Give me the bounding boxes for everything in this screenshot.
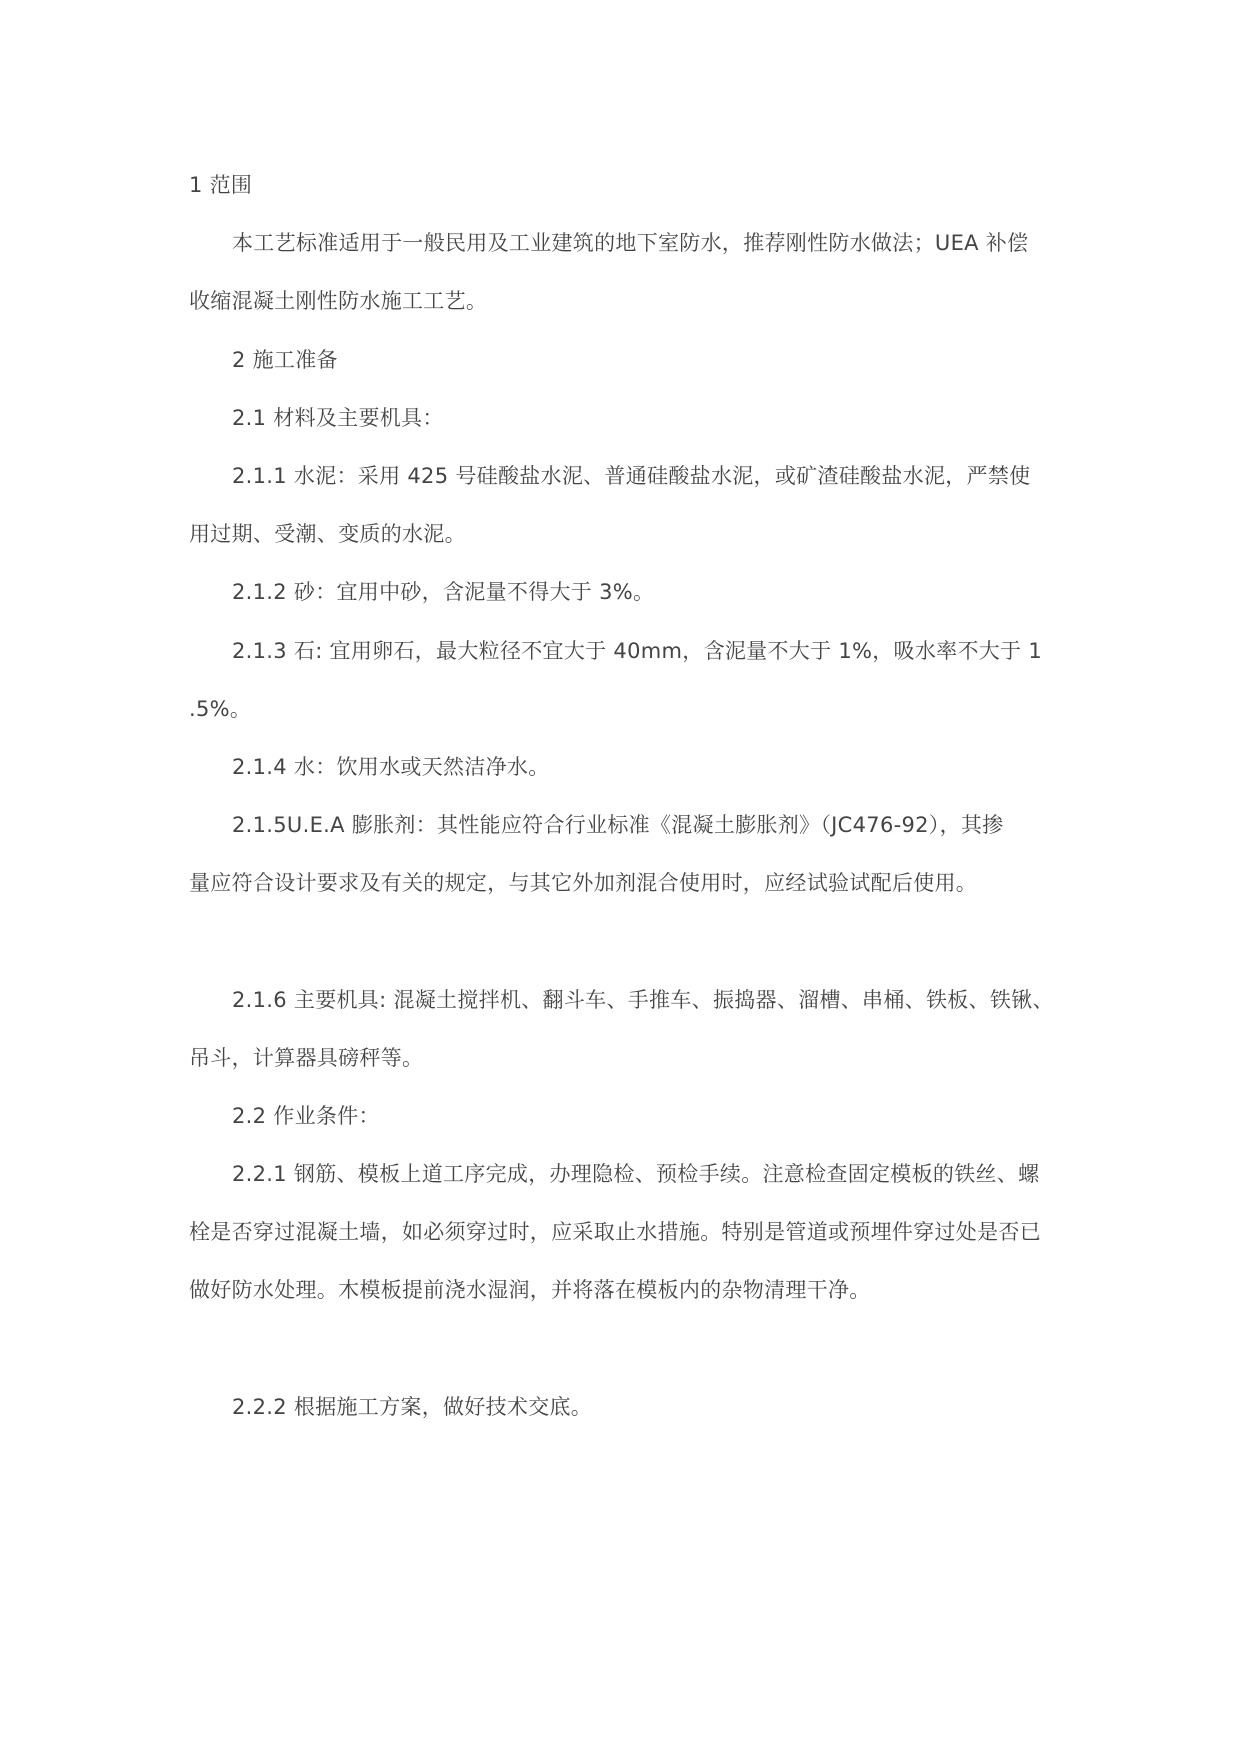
paragraph-line: 2.1.2 砂：宜用中砂，含泥量不得大于 3%。	[232, 580, 655, 604]
paragraph-line: 做好防水处理。木模板提前浇水湿润，并将落在模板内的杂物清理干净。	[189, 1278, 871, 1302]
paragraph-line: 栓是否穿过混凝土墙，如必须穿过时，应采取止水措施。特别是管道或预埋件穿过处是否已	[189, 1220, 1041, 1244]
paragraph-line: 2.1.1 水泥：采用 425 号硅酸盐水泥、普通硅酸盐水泥，或矿渣硅酸盐水泥，严禁使	[232, 464, 1031, 488]
subsection-heading: 2.1 材料及主要机具：	[232, 406, 444, 430]
subsection-heading: 2.2 作业条件：	[232, 1104, 380, 1128]
paragraph-line: 2.1.6 主要机具: 混凝土搅拌机、翻斗车、手推车、振捣器、溜槽、串桶、铁板、铁锹、	[232, 988, 1054, 1012]
section-heading-preparation: 2 施工准备	[232, 348, 338, 372]
paragraph-line: 2.1.5U.E.A 膨胀剂：其性能应符合行业标准《混凝土膨胀剂》（JC476-92），其掺	[232, 813, 1004, 837]
paragraph-line: 收缩混凝土刚性防水施工工艺。	[189, 289, 488, 313]
paragraph-line: 2.1.3 石: 宜用卵石，最大粒径不宜大于 40mm，含泥量不大于 1%，吸水率不大于 1	[232, 639, 1042, 663]
paragraph-line: 2.2.1 钢筋、模板上道工序完成，办理隐检、预检手续。注意检查固定模板的铁丝、螺	[232, 1162, 1040, 1186]
paragraph-line: .5%。	[189, 697, 252, 721]
paragraph-line: 2.1.4 水：饮用水或天然洁净水。	[232, 755, 550, 779]
paragraph-line: 量应符合设计要求及有关的规定，与其它外加剂混合使用时，应经试验试配后使用。	[189, 871, 978, 895]
paragraph-line: 用过期、受潮、变质的水泥。	[189, 522, 466, 546]
section-heading-scope: 1 范围	[189, 173, 253, 197]
paragraph-line: 吊斗，计算器具磅秤等。	[189, 1046, 424, 1070]
paragraph-line: 2.2.2 根据施工方案，做好技术交底。	[232, 1395, 593, 1419]
paragraph-line: 本工艺标准适用于一般民用及工业建筑的地下室防水，推荐刚性防水做法；UEA 补偿	[232, 231, 1029, 255]
